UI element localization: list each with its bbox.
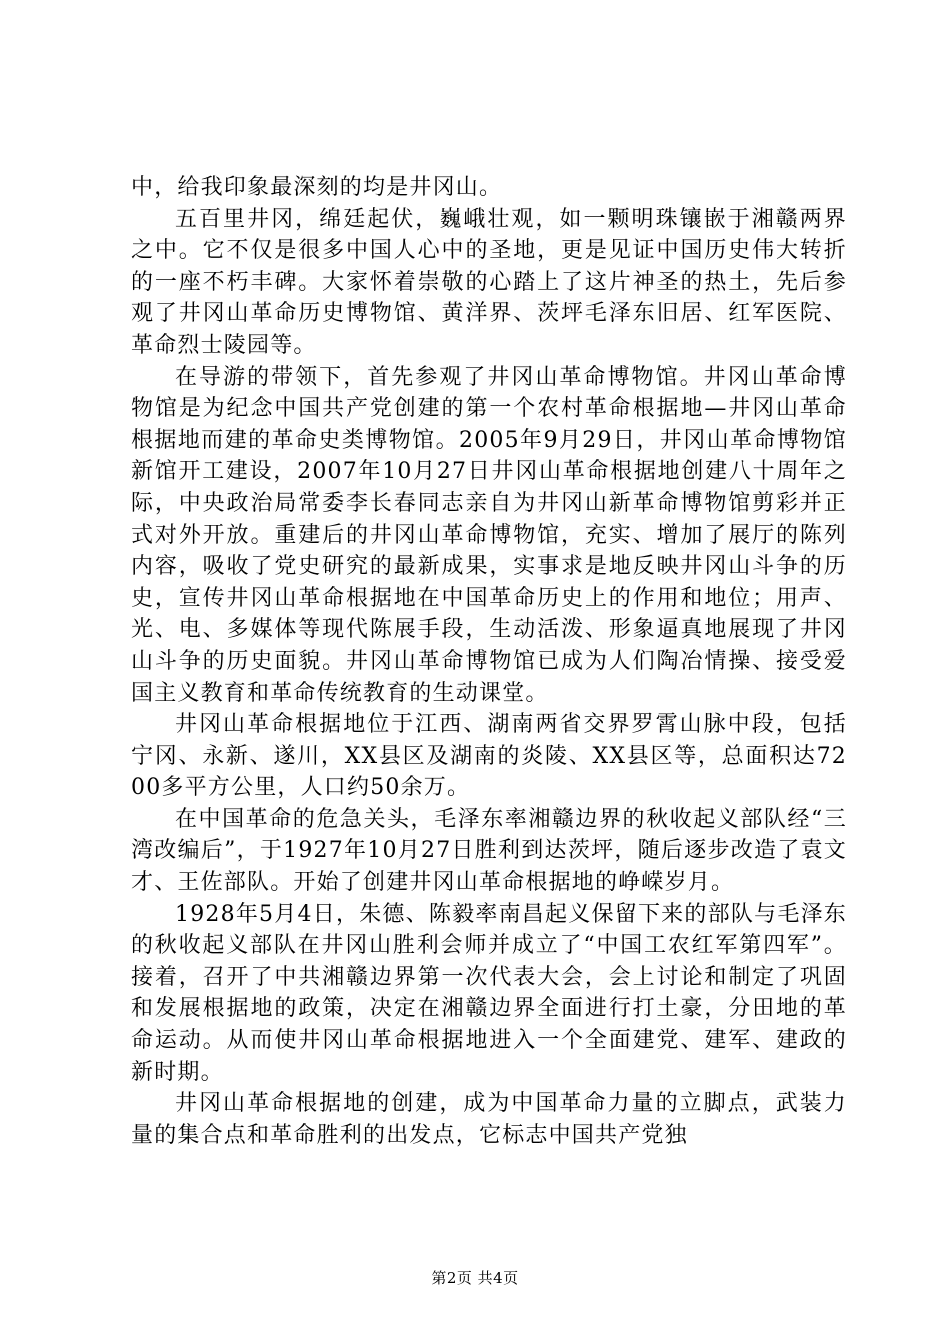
page-footer: 第2页 共4页 [431, 1269, 519, 1287]
paragraph-jinggang-overview: 五百里井冈，绵廷起伏，巍峨壮观，如一颗明珠镶嵌于湘赣两界之中。它不仅是很多中国人心中的圣地，更是见证中国历史伟大转折的一座不朽丰碑。大家怀着崇敬的心踏上了这片神圣的热土，先后参观了井冈山革命历史博物馆、黄洋界、茨坪毛泽东旧居、红军医院、革命烈士陵园等。 [131, 206, 847, 358]
paragraph-crisis-moment: 在中国革命的危急关头，毛泽东率湘赣边界的秋收起义部队经“三湾改编后”，于1927年10月27日胜利到达茨坪，随后逐步改造了袁文才、王佐部队。开始了创建井冈山革命根据地的峥嵘岁月。 [131, 806, 847, 896]
document-body [131, 172, 847, 1151]
paragraph-continuation: 中，给我印象最深刻的均是井冈山。 [131, 175, 503, 200]
paragraph-1928-meeting: 1928年5月4日，朱德、陈毅率南昌起义保留下来的部队与毛泽东的秋收起义部队在井冈山胜利会师并成立了“中国工农红军第四军”。接着，召开了中共湘赣边界第一次代表大会，会上讨论和制定了巩固和发展根据地的政策，决定在湘赣边界全面进行打土豪，分田地的革命运动。从而使井冈山革命根据地进入一个全面建党、建军、建政的新时期。 [131, 901, 847, 1085]
paragraph-museum-visit: 在导游的带领下，首先参观了井冈山革命博物馆。井冈山革命博物馆是为纪念中国共产党创建的第一个农村革命根据地—井冈山革命根据地而建的革命史类博物馆。2005年9月29日，井冈山革命博物馆新馆开工建设，2007年10月27日井冈山革命根据地创建八十周年之际，中央政治局常委李长春同志亲自为井冈山新革命博物馆剪彩并正式对外开放。重建后的井冈山革命博物馆，充实、增加了展厅的陈列内容，吸收了党史研究的最新成果，实事求是地反映井冈山斗争的历史，宣传井冈山革命根据地在中国革命历史上的作用和地位；用声、光、电、多媒体等现代陈展手段，生动活泼、形象逼真地展现了井冈山斗争的历史面貌。井冈山革命博物馆已成为人们陶冶情操、接受爱国主义教育和革命传统教育的生动课堂。 [131, 364, 847, 706]
paragraph-base-location: 井冈山革命根据地位于江西、湖南两省交界罗霄山脉中段，包括宁冈、永新、遂川，XX县区及湖南的炎陵、XX县区等，总面积达7200多平方公里，人口约50余万。 [131, 712, 847, 801]
paragraph-significance: 井冈山革命根据地的创建，成为中国革命力量的立脚点，武装力量的集合点和革命胜利的出发点，它标志中国共产党独 [131, 1091, 847, 1148]
